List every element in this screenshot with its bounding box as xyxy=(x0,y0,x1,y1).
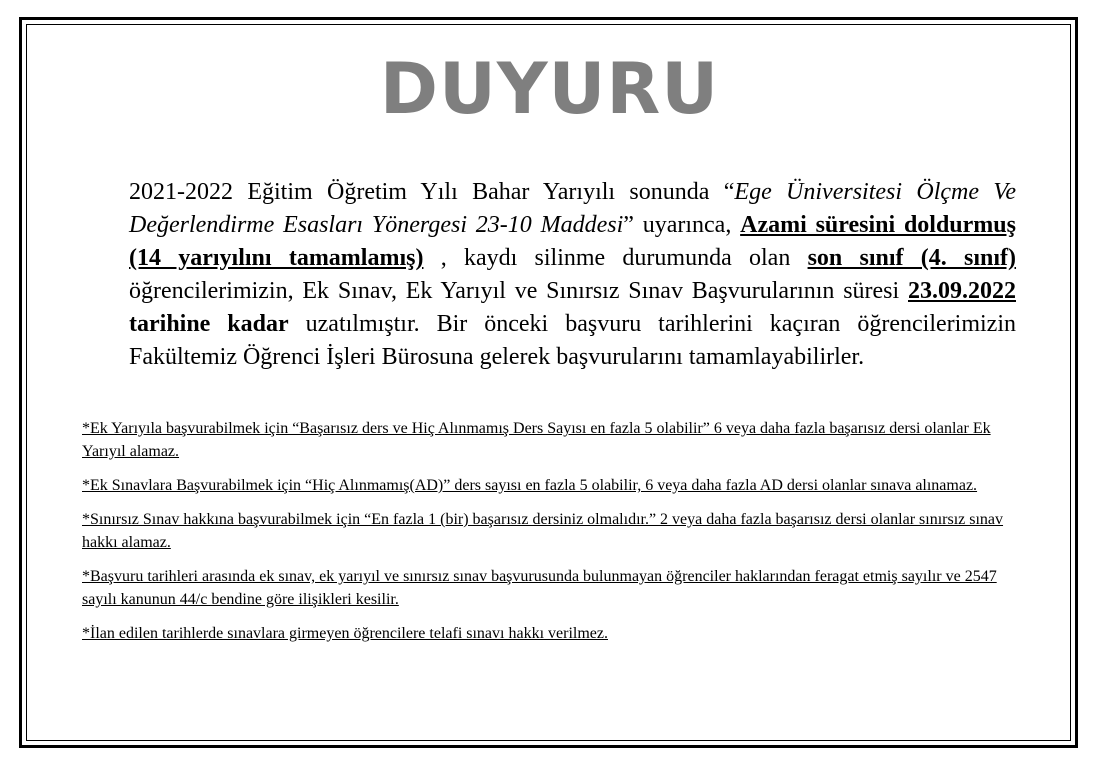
note-application-period: *Başvuru tarihleri arasında ek sınav, ek yarıyıl ve sınırsız sınav başvurusunda bulunmayan öğrenciler haklarından feragat etmiş sayılır ve 2547 sayılı kanunun 44/c bendine göre ilişikleri kesilir. xyxy=(82,568,997,608)
note-extra-semester: *Ek Yarıyıla başvurabilmek için “Başarısız ders ve Hiç Alınmamış Ders Sayısı en fazla 5 olabilir” 6 veya daha fazla başarısız dersi olanlar Ek Yarıyıl alamaz. xyxy=(82,420,991,460)
note-makeup-exam: *İlan edilen tarihlerde sınavlara girmeyen öğrencilere telafi sınavı hakkı verilmez. xyxy=(82,625,608,642)
regulation-name: Ege Üniversitesi Ölçme Ve Değerlendirme Esasları Yönergesi 23-10 Maddesi xyxy=(129,179,1016,238)
deadline-text: tarihine kadar xyxy=(129,311,289,337)
note-unlimited-exam: *Sınırsız Sınav hakkına başvurabilmek için “En fazla 1 (bir) başarısız dersiniz olmalıdır.” 2 veya daha fazla başarısız dersi olanlar sınırsız sınav hakkı alamaz. xyxy=(82,511,1004,551)
notes-list xyxy=(82,417,1016,656)
announcement-title: DUYURU xyxy=(379,48,720,130)
final-year-highlight: son sınıf (4. sınıf) xyxy=(807,245,1017,271)
paragraph-text-1: 2021-2022 Eğitim Öğretim Yılı Bahar Yarıyılı sonunda “ xyxy=(129,179,735,205)
max-duration-highlight: Azami süresini doldurmuş (14 yarıyılını tamamlamış) xyxy=(129,212,1016,271)
paragraph-text-4: öğrencilerimizin, Ek Sınav, Ek Yarıyıl ve Sınırsız Sınav Başvurularının süresi xyxy=(129,278,908,304)
deadline-date: 23.09.2022 xyxy=(908,278,1016,304)
note-extra-exam: *Ek Sınavlara Başvurabilmek için “Hiç Alınmamış(AD)” ders sayısı en fazla 5 olabilir, 6 veya daha fazla AD dersi olanlar sınava alınamaz. xyxy=(82,477,978,494)
announcement-paragraph xyxy=(82,176,1016,374)
paragraph-text-2: ” uyarınca, xyxy=(623,212,741,238)
paragraph-text-5: uzatılmıştır. Bir önceki başvuru tarihlerini kaçıran öğrencilerimizin Fakültemiz Öğrenci İşleri Bürosuna gelerek başvurularını tamamlayabilirler. xyxy=(129,311,1016,370)
paragraph-text-3: , kaydı silinme durumunda olan xyxy=(423,245,808,271)
